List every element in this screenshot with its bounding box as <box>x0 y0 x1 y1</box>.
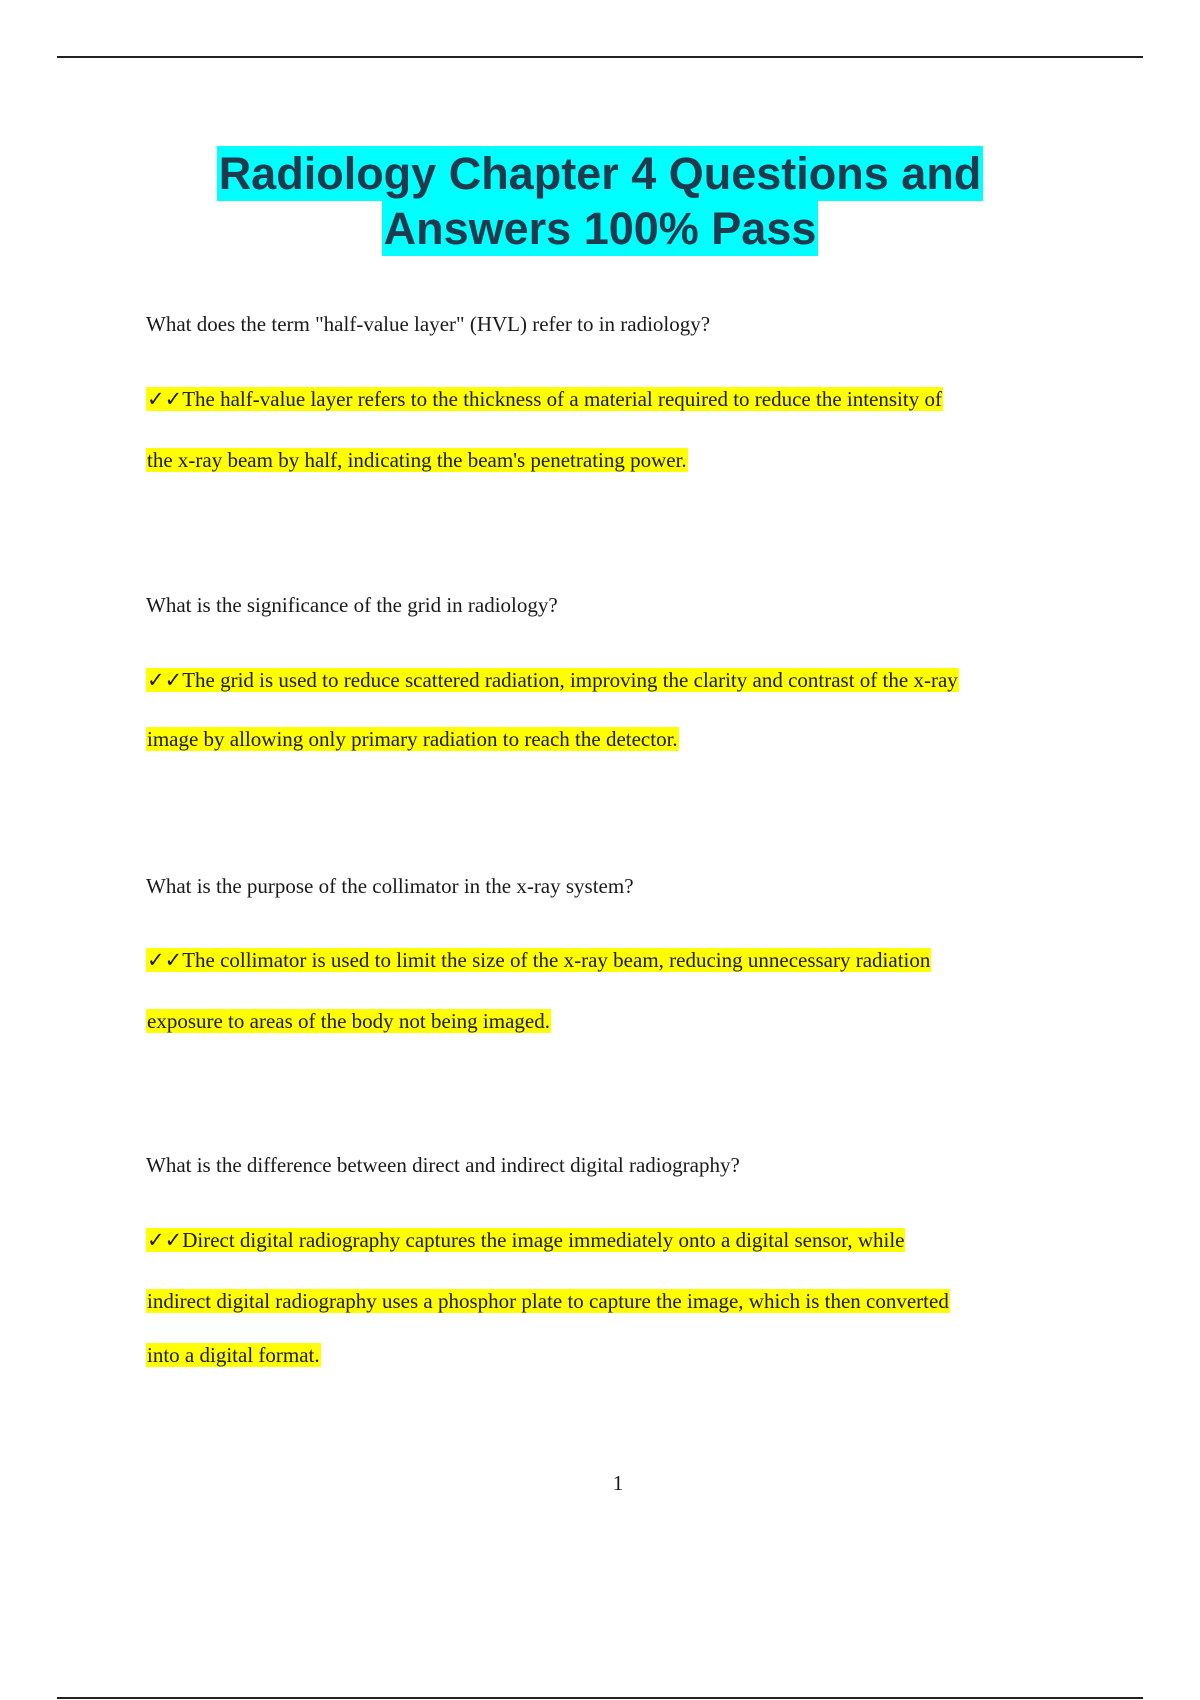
page-title <box>100 146 1100 256</box>
check-icon: ✓✓ <box>147 1228 183 1252</box>
check-icon: ✓✓ <box>147 948 183 972</box>
answer-3-line-1: ✓✓The collimator is used to limit the size of the x-ray beam, reducing unnecessary radiation <box>147 948 931 972</box>
answer-2-line-2: image by allowing only primary radiation to reach the detector. <box>147 727 678 751</box>
answer-4-line-3: into a digital format. <box>147 1343 320 1367</box>
answer-4-line-1: ✓✓Direct digital radiography captures the image immediately onto a digital sensor, while <box>147 1228 905 1252</box>
answer-1-line-1: ✓✓The half-value layer refers to the thickness of a material required to reduce the intensity of <box>147 387 942 411</box>
bottom-rule <box>57 1697 1143 1699</box>
qa-item-4 <box>146 1152 1086 1367</box>
check-icon: ✓✓ <box>147 668 183 692</box>
answer-3-line-2: exposure to areas of the body not being imaged. <box>147 1009 550 1033</box>
qa-item-1 <box>146 311 1086 472</box>
question-1: What does the term "half-value layer" (HVL) refer to in radiology? <box>146 312 711 336</box>
title-line-1: Radiology Chapter 4 Questions and <box>218 148 982 199</box>
question-3: What is the purpose of the collimator in the x-ray system? <box>146 874 634 898</box>
qa-item-2 <box>146 592 1086 751</box>
answer-2-line-1: ✓✓The grid is used to reduce scattered radiation, improving the clarity and contrast of the x-ray <box>147 668 958 692</box>
check-icon: ✓✓ <box>147 387 183 411</box>
question-4: What is the difference between direct and indirect digital radiography? <box>146 1153 740 1177</box>
question-2: What is the significance of the grid in radiology? <box>146 593 558 617</box>
answer-4-line-2: indirect digital radiography uses a phosphor plate to capture the image, which is then converted <box>147 1289 949 1313</box>
page-number: 1 <box>612 1471 624 1495</box>
qa-item-3 <box>146 873 1086 1033</box>
answer-1-line-2: the x-ray beam by half, indicating the beam's penetrating power. <box>147 448 687 472</box>
top-rule <box>57 56 1143 58</box>
title-line-2: Answers 100% Pass <box>383 203 817 254</box>
